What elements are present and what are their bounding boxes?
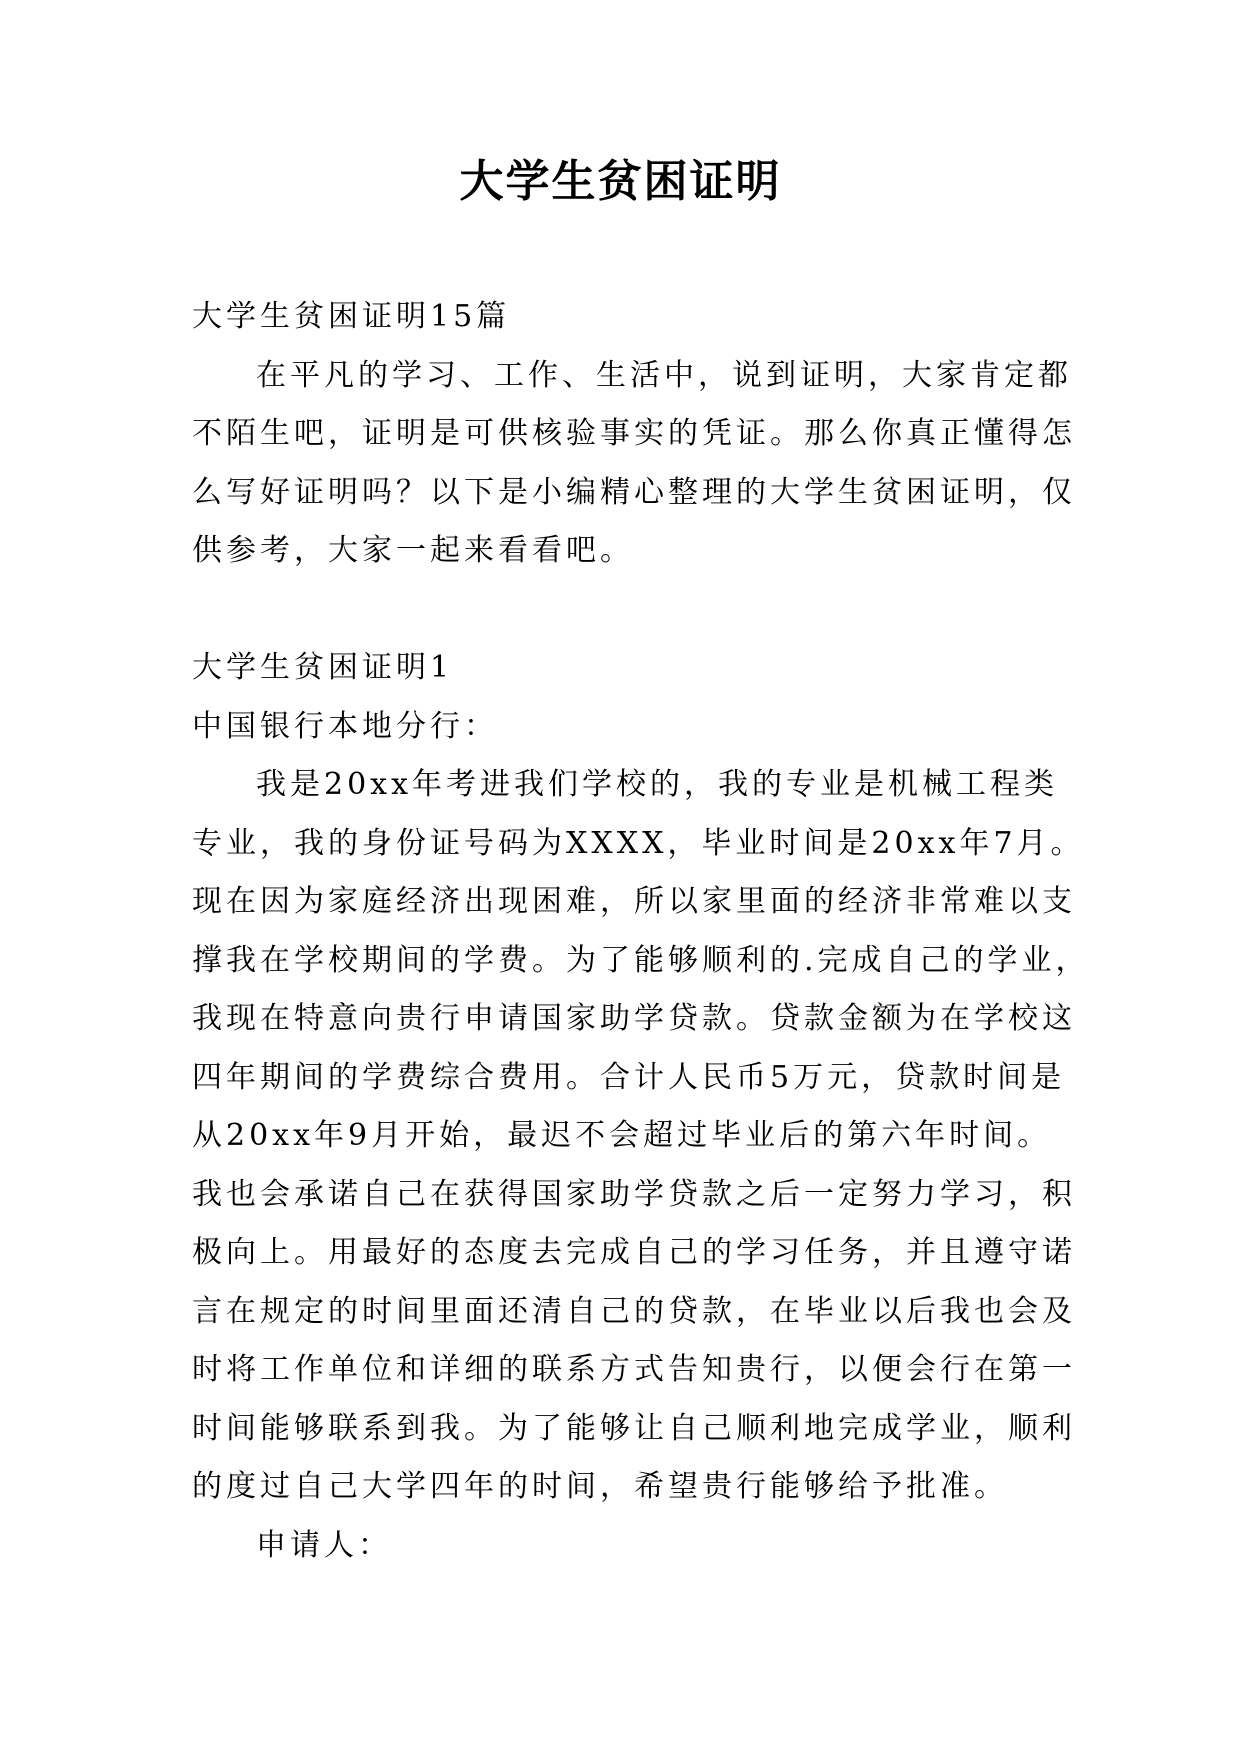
section-title: 大学生贫困证明1 <box>192 650 454 685</box>
body-line: 我现在特意向贵行申请国家助学贷款。贷款金额为在学校这 <box>192 1001 1076 1036</box>
document-content <box>192 288 1090 1575</box>
body-line: 极向上。用最好的态度去完成自己的学习任务，并且遵守诺 <box>192 1235 1076 1270</box>
document-title: 大学生贫困证明 <box>459 156 782 207</box>
body-line: 从20xx年9月开始，最迟不会超过毕业后的第六年时间。 <box>192 1118 1052 1153</box>
intro-paragraph <box>192 347 1076 581</box>
signature-label: 申请人： <box>256 1527 392 1563</box>
body-line: 的度过自己大学四年的时间，希望贵行能够给予批准。 <box>192 1469 1008 1504</box>
body-line: 时将工作单位和详细的联系方式告知贵行，以便会行在第一 <box>192 1352 1076 1387</box>
body-line: 撑我在学校期间的学费。为了能够顺利的.完成自己的学业， <box>192 942 1090 978</box>
body-line: 我也会承诺自己在获得国家助学贷款之后一定努力学习，积 <box>192 1176 1076 1212</box>
body-line: 我是20xx年考进我们学校的，我的专业是机械工程类 <box>256 767 1059 802</box>
body-line: 现在因为家庭经济出现困难，所以家里面的经济非常难以支 <box>192 884 1076 919</box>
body-line: 时间能够联系到我。为了能够让自己顺利地完成学业，顺利 <box>192 1410 1076 1446</box>
body-line: 言在规定的时间里面还清自己的贷款，在毕业以后我也会及 <box>192 1293 1076 1329</box>
salutation: 中国银行本地分行： <box>192 708 498 744</box>
intro-line: 不陌生吧，证明是可供核验事实的凭证。那么你真正懂得怎 <box>192 416 1076 451</box>
intro-line: 供参考，大家一起来看看吧。 <box>192 533 634 568</box>
collection-heading: 大学生贫困证明15篇 <box>192 299 511 334</box>
body-line: 四年期间的学费综合费用。合计人民币5万元，贷款时间是 <box>192 1059 1066 1095</box>
intro-line: 在平凡的学习、工作、生活中，说到证明，大家肯定都 <box>256 357 1072 393</box>
intro-line: 么写好证明吗？以下是小编精心整理的大学生贫困证明，仅 <box>192 474 1076 510</box>
paragraph-gap <box>192 581 1052 640</box>
body-line: 专业，我的身份证号码为XXXX，毕业时间是20xx年7月。 <box>192 825 1085 861</box>
letter-body <box>192 756 1090 1517</box>
